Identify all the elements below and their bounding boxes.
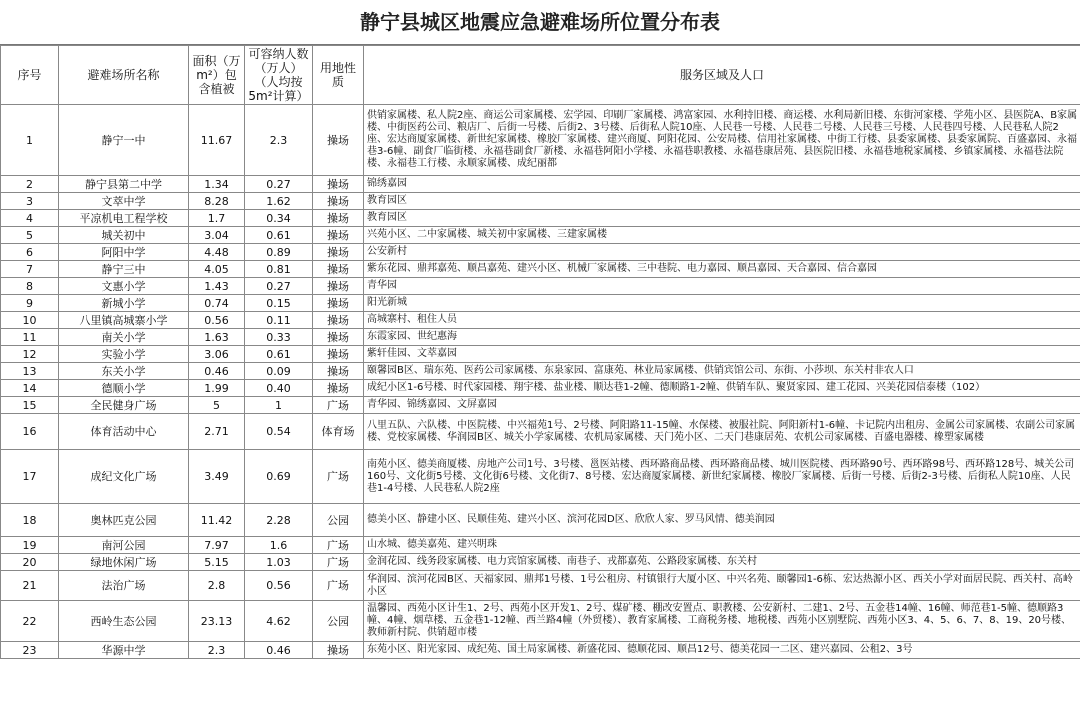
land-use: 操场 [313, 295, 364, 312]
shelter-name: 德顺小学 [59, 380, 189, 397]
service-area: 供销家属楼、私人院2座、商运公司家属楼、宏学园、印刷厂家属楼、鸿富家园、水利持旧楼、商运楼、水利局新旧楼、东街河家楼、学苑小区、县医院A、B家属楼、中街医药公司、粮店厂、后街一号楼、后街2、3号楼、后街私人院10座、人民巷一号楼、人民巷二号楼、人民巷三号楼、人民巷四号楼、人民巷私人院2座、宏达商厦家属楼、新世纪家属楼、橡胶厂家属楼、建兴商厦、阿阳花园、公安局楼、信用社家属楼、中街工行楼、县委家属楼、县委家属院、百盛嘉园、永福巷3-6幢、副食厂临街楼、永福巷副食厂新楼、永福巷阿阳小学楼、永福巷职教楼、永福巷康居苑、县医院旧楼、永福巷地税家属楼、乡镇家属楼、永福巷法院楼、永福巷工行楼、永顺家属楼、成纪丽都 [364, 105, 1080, 176]
service-area: 金润花园、线务段家属楼、电力宾馆家属楼、南巷子、戎都嘉苑、公路段家属楼、东关村 [364, 554, 1080, 571]
row-number: 20 [1, 554, 59, 571]
row-number: 1 [1, 105, 59, 176]
service-area: 公安新村 [364, 244, 1080, 261]
land-use: 操场 [313, 278, 364, 295]
service-area: 东苑小区、阳光家园、成纪苑、国土局家属楼、新盛花园、德顺花园、顺昌12号、德美花园一二区、建兴嘉园、公租2、3号 [364, 642, 1080, 659]
shelter-capacity: 0.54 [245, 414, 313, 450]
table-body [1, 105, 1080, 659]
row-number: 14 [1, 380, 59, 397]
land-use: 广场 [313, 397, 364, 414]
table-row [1, 312, 1080, 329]
land-use: 广场 [313, 537, 364, 554]
service-area: 八里五队、六队楼、中医院楼、中兴福苑1号、2号楼、阿阳路11-15幢、水保楼、被服社院、阿阳新村1-6幢、卡记院内出租房、金属公司家属楼、农副公司家属楼、党校家属楼、华润园B区、城关小学家属楼、农机局家属楼、天门苑小区、二天门巷康居苑、农机公司家属楼、百盛电器楼、橡塑家属楼 [364, 414, 1080, 450]
table-row [1, 571, 1080, 601]
table-row [1, 244, 1080, 261]
table-row [1, 176, 1080, 193]
shelter-name: 奥林匹克公园 [59, 504, 189, 537]
row-number: 15 [1, 397, 59, 414]
land-use: 公园 [313, 601, 364, 642]
table-row [1, 261, 1080, 278]
shelter-capacity: 1.03 [245, 554, 313, 571]
land-use: 操场 [313, 346, 364, 363]
table-row [1, 278, 1080, 295]
service-area: 成纪小区1-6号楼、时代家园楼、翔宇楼、盐业楼、顺达巷1-2幢、德顺路1-2幢、供销车队、聚贤家园、建工花园、兴美花园信泰楼（102） [364, 380, 1080, 397]
shelter-capacity: 0.56 [245, 571, 313, 601]
shelter-name: 新城小学 [59, 295, 189, 312]
land-use: 操场 [313, 227, 364, 244]
shelter-area: 2.71 [189, 414, 245, 450]
row-number: 12 [1, 346, 59, 363]
table-row [1, 450, 1080, 504]
row-number: 23 [1, 642, 59, 659]
row-number: 19 [1, 537, 59, 554]
shelter-capacity: 0.09 [245, 363, 313, 380]
table-row [1, 363, 1080, 380]
row-number: 18 [1, 504, 59, 537]
service-area: 高城寨村、租住人员 [364, 312, 1080, 329]
shelter-area: 2.3 [189, 642, 245, 659]
shelter-area: 1.43 [189, 278, 245, 295]
service-area: 紫轩佳园、文萃嘉园 [364, 346, 1080, 363]
shelter-area: 3.04 [189, 227, 245, 244]
shelter-area: 3.49 [189, 450, 245, 504]
shelter-capacity: 0.46 [245, 642, 313, 659]
table-row [1, 193, 1080, 210]
table-header-row [1, 46, 1080, 105]
shelter-name: 阿阳中学 [59, 244, 189, 261]
land-use: 操场 [313, 312, 364, 329]
row-number: 16 [1, 414, 59, 450]
land-use: 体育场 [313, 414, 364, 450]
land-use: 操场 [313, 642, 364, 659]
row-number: 5 [1, 227, 59, 244]
shelter-capacity: 2.3 [245, 105, 313, 176]
shelter-name: 绿地休闲广场 [59, 554, 189, 571]
shelter-capacity: 4.62 [245, 601, 313, 642]
shelter-capacity: 0.33 [245, 329, 313, 346]
shelter-area: 11.67 [189, 105, 245, 176]
row-number: 10 [1, 312, 59, 329]
table-row [1, 397, 1080, 414]
shelter-capacity: 0.81 [245, 261, 313, 278]
service-area: 德美小区、静建小区、民顺佳苑、建兴小区、滨河花园D区、欣欣人家、罗马风情、德美润园 [364, 504, 1080, 537]
row-number: 11 [1, 329, 59, 346]
table-row [1, 329, 1080, 346]
row-number: 3 [1, 193, 59, 210]
shelter-area: 0.56 [189, 312, 245, 329]
shelter-capacity: 0.27 [245, 278, 313, 295]
shelter-capacity: 0.40 [245, 380, 313, 397]
table-row [1, 210, 1080, 227]
shelter-area: 11.42 [189, 504, 245, 537]
service-area: 兴苑小区、二中家属楼、城关初中家属楼、三建家属楼 [364, 227, 1080, 244]
shelter-table [0, 45, 1080, 659]
table-row [1, 346, 1080, 363]
shelter-area: 5.15 [189, 554, 245, 571]
header-capacity: 可容纳人数（万人）（人均按5m²计算） [245, 46, 313, 105]
shelter-area: 4.48 [189, 244, 245, 261]
row-number: 22 [1, 601, 59, 642]
shelter-capacity: 2.28 [245, 504, 313, 537]
shelter-name: 文萃中学 [59, 193, 189, 210]
table-row [1, 601, 1080, 642]
shelter-capacity: 1 [245, 397, 313, 414]
table-row [1, 504, 1080, 537]
shelter-area: 0.74 [189, 295, 245, 312]
header-no: 序号 [1, 46, 59, 105]
row-number: 6 [1, 244, 59, 261]
table-row [1, 642, 1080, 659]
table-row [1, 537, 1080, 554]
service-area: 山水城、德美嘉苑、建兴明珠 [364, 537, 1080, 554]
table-row [1, 105, 1080, 176]
shelter-capacity: 1.62 [245, 193, 313, 210]
table-row [1, 295, 1080, 312]
service-area: 教育园区 [364, 193, 1080, 210]
shelter-capacity: 1.6 [245, 537, 313, 554]
shelter-name: 体育活动中心 [59, 414, 189, 450]
service-area: 青华园 [364, 278, 1080, 295]
header-land: 用地性质 [313, 46, 364, 105]
shelter-capacity: 0.34 [245, 210, 313, 227]
shelter-name: 南关小学 [59, 329, 189, 346]
table-row [1, 414, 1080, 450]
header-area: 面积（万m²）包含植被 [189, 46, 245, 105]
shelter-capacity: 0.89 [245, 244, 313, 261]
shelter-name: 法治广场 [59, 571, 189, 601]
shelter-name: 文惠小学 [59, 278, 189, 295]
service-area: 东霞家园、世纪惠海 [364, 329, 1080, 346]
land-use: 操场 [313, 363, 364, 380]
shelter-name: 东关小学 [59, 363, 189, 380]
shelter-name: 全民健身广场 [59, 397, 189, 414]
shelter-area: 1.99 [189, 380, 245, 397]
shelter-capacity: 0.11 [245, 312, 313, 329]
shelter-area: 7.97 [189, 537, 245, 554]
shelter-name: 西岭生态公园 [59, 601, 189, 642]
land-use: 操场 [313, 244, 364, 261]
row-number: 8 [1, 278, 59, 295]
land-use: 操场 [313, 210, 364, 227]
shelter-capacity: 0.69 [245, 450, 313, 504]
header-service: 服务区域及人口 [364, 46, 1080, 105]
service-area: 颐馨园B区、瑞东苑、医药公司家属楼、东泉家园、富康苑、林业局家属楼、供销宾馆公司、东街、小莎坝、东关村非农人口 [364, 363, 1080, 380]
table-row [1, 227, 1080, 244]
row-number: 17 [1, 450, 59, 504]
shelter-capacity: 0.61 [245, 227, 313, 244]
land-use: 广场 [313, 571, 364, 601]
shelter-capacity: 0.15 [245, 295, 313, 312]
shelter-name: 实验小学 [59, 346, 189, 363]
row-number: 13 [1, 363, 59, 380]
shelter-name: 静宁县第二中学 [59, 176, 189, 193]
shelter-capacity: 0.61 [245, 346, 313, 363]
row-number: 2 [1, 176, 59, 193]
land-use: 操场 [313, 380, 364, 397]
service-area: 阳光新城 [364, 295, 1080, 312]
page-title: 静宁县城区地震应急避难场所位置分布表 [0, 0, 1080, 45]
service-area: 锦绣嘉园 [364, 176, 1080, 193]
service-area: 南苑小区、德美商厦楼、房地产公司1号、3号楼、邕医站楼、西环路商品楼、西环路商品楼、城川医院楼、西环路90号、西环路98号、西环路128号、城关公司160号、文化街5号楼、文化街6号楼、文化街7、8号楼、宏达商厦家属楼、新世纪家属楼、橡胶厂家属楼、后街一号楼、后街2-3号楼、后街私人院10座、人民巷1-4号楼、人民巷私人院2座 [364, 450, 1080, 504]
shelter-name: 南河公园 [59, 537, 189, 554]
shelter-name: 平凉机电工程学校 [59, 210, 189, 227]
shelter-area: 23.13 [189, 601, 245, 642]
shelter-name: 成纪文化广场 [59, 450, 189, 504]
shelter-area: 1.34 [189, 176, 245, 193]
service-area: 紫东花园、鼎邦嘉苑、顺昌嘉苑、建兴小区、机械厂家属楼、三中巷院、电力嘉园、顺昌嘉园、天合嘉园、信合嘉园 [364, 261, 1080, 278]
row-number: 4 [1, 210, 59, 227]
land-use: 公园 [313, 504, 364, 537]
land-use: 操场 [313, 176, 364, 193]
row-number: 7 [1, 261, 59, 278]
land-use: 广场 [313, 450, 364, 504]
shelter-name: 静宁一中 [59, 105, 189, 176]
service-area: 青华园、锦绣嘉园、文屏嘉园 [364, 397, 1080, 414]
shelter-area: 8.28 [189, 193, 245, 210]
land-use: 操场 [313, 329, 364, 346]
shelter-area: 3.06 [189, 346, 245, 363]
service-area: 温馨园、西苑小区计生1、2号、西苑小区开发1、2号、煤矿楼、棚改安置点、职教楼、公安新村、二建1、2号、五金巷14幢、16幢、师范巷1-5幢、德顺路3幢、4幢、烟草楼、五金巷1-12幢、西兰路4幢（外贸楼）、教育家属楼、工商税务楼、地税楼、西苑小区别墅院、西苑小区3、4、5、6、7、8、19、20号楼、教师新村院、供销超市楼 [364, 601, 1080, 642]
shelter-name: 城关初中 [59, 227, 189, 244]
service-area: 教育园区 [364, 210, 1080, 227]
shelter-name: 静宁三中 [59, 261, 189, 278]
shelter-area: 5 [189, 397, 245, 414]
shelter-area: 1.7 [189, 210, 245, 227]
shelter-area: 1.63 [189, 329, 245, 346]
land-use: 操场 [313, 261, 364, 278]
header-name: 避难场所名称 [59, 46, 189, 105]
land-use: 操场 [313, 105, 364, 176]
shelter-area: 4.05 [189, 261, 245, 278]
land-use: 操场 [313, 193, 364, 210]
shelter-area: 2.8 [189, 571, 245, 601]
land-use: 广场 [313, 554, 364, 571]
table-row [1, 554, 1080, 571]
service-area: 华润园、滨河花园B区、天福家园、鼎邦1号楼、1号公租房、村镇银行大厦小区、中兴名苑、颐馨园1-6栋、宏达热源小区、西关小学对面居民院、西关村、高岭小区 [364, 571, 1080, 601]
table-row [1, 380, 1080, 397]
shelter-area: 0.46 [189, 363, 245, 380]
shelter-name: 八里镇高城寨小学 [59, 312, 189, 329]
shelter-name: 华源中学 [59, 642, 189, 659]
shelter-capacity: 0.27 [245, 176, 313, 193]
row-number: 9 [1, 295, 59, 312]
row-number: 21 [1, 571, 59, 601]
